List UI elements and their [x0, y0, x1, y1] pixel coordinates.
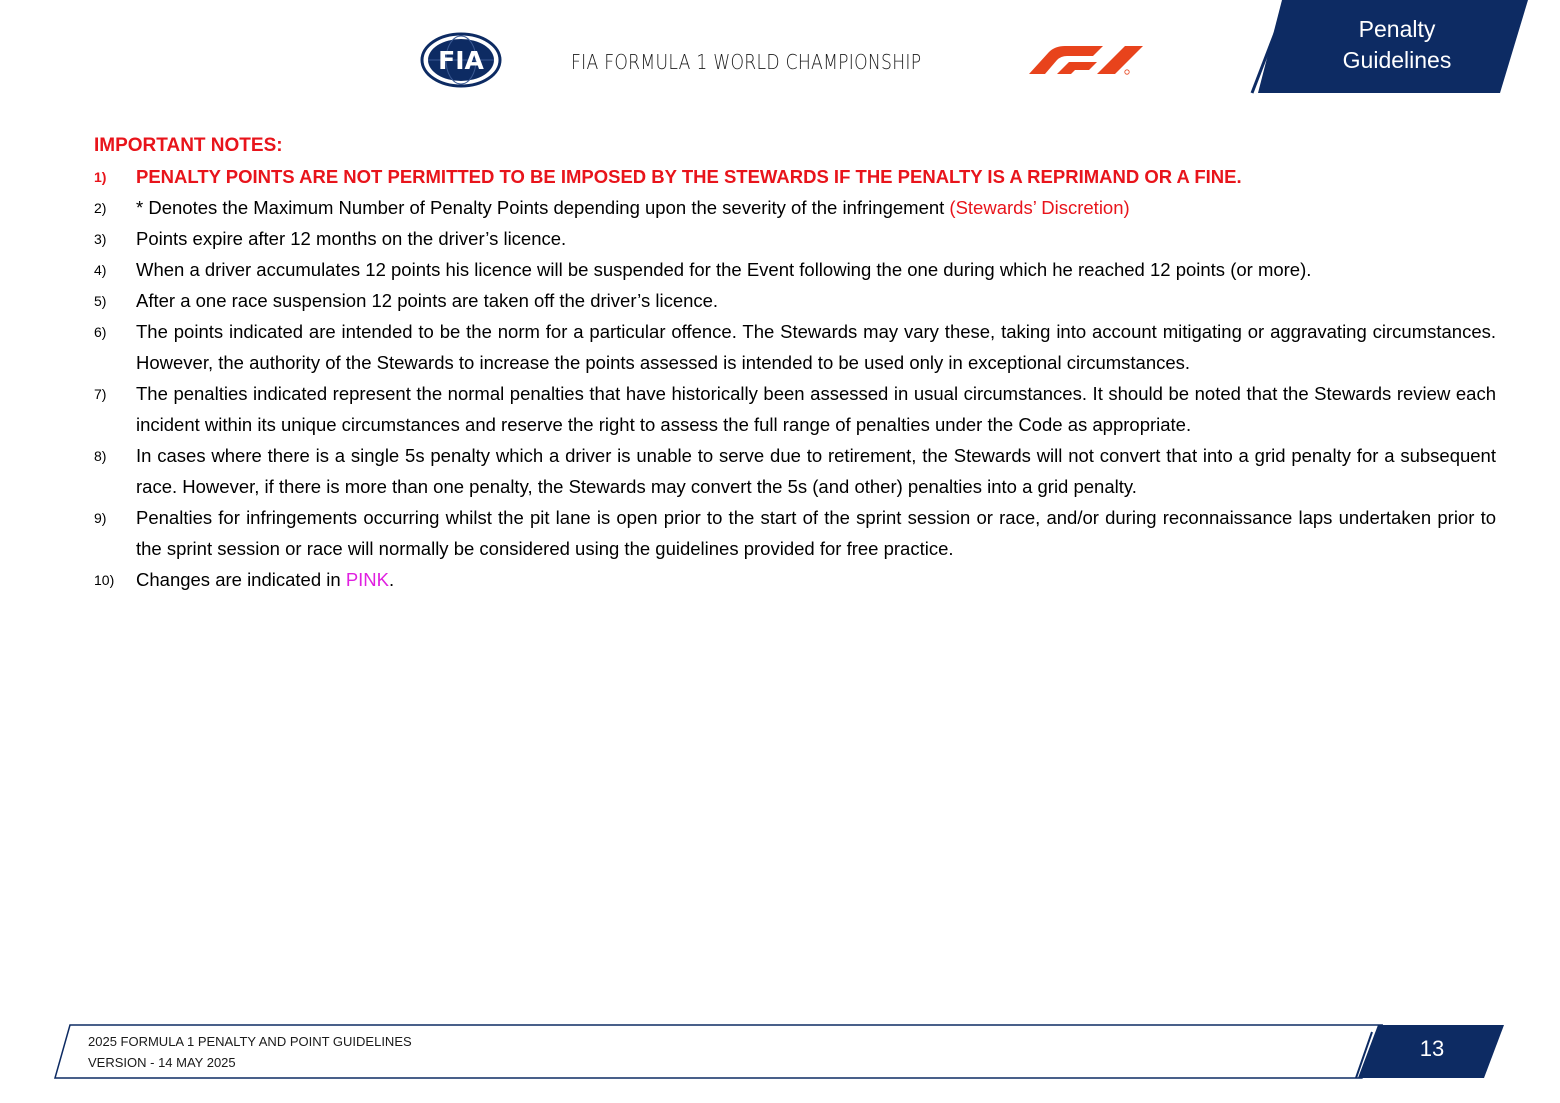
note-number: 8) [94, 448, 107, 464]
notes-list [94, 161, 1496, 595]
note-text: Changes are indicated in [136, 569, 346, 590]
footer-version: VERSION - 14 MAY 2025 [88, 1055, 236, 1070]
note-number: 7) [94, 386, 107, 402]
pink-highlight: PINK [345, 569, 389, 590]
note-text: Points expire after 12 months on the driver’s licence. [136, 228, 567, 249]
note-text: The points indicated are intended to be the norm for a particular offence. The Stewards may vary these, taking into account mitigating or aggravating circumstances. However, the authority of the Stewards to increase the points assessed is intended to be used only in exceptional circumstances. [136, 321, 1496, 373]
note-number: 3) [94, 231, 107, 247]
fia-logo [420, 32, 502, 88]
note-text: Penalties for infringements occurring whilst the pit lane is open prior to the start of the sprint session or race, and/or during reconnaissance laps undertaken prior to the sprint session or race will normally be considered using the guidelines provided for free practice. [136, 507, 1496, 559]
championship-title: FIA FORMULA 1 WORLD CHAMPIONSHIP [571, 50, 922, 74]
note-text: PENALTY POINTS ARE NOT PERMITTED TO BE IMPOSED BY THE STEWARDS IF THE PENALTY IS A REPRIMAND OR A FINE. [136, 166, 1242, 187]
note-text: The penalties indicated represent the normal penalties that have historically been assessed in usual circumstances. It should be noted that the Stewards review each incident within its unique circumstances and reserve the right to assess the full range of penalties under the Code as appropriate. [136, 383, 1496, 435]
note-item-1 [94, 161, 1496, 192]
note-item-3 [94, 223, 1496, 254]
section-tab-label [1292, 14, 1502, 76]
footer-document-title: 2025 FORMULA 1 PENALTY AND POINT GUIDELINES [88, 1034, 412, 1049]
note-number: 5) [94, 293, 107, 309]
note-item-5 [94, 285, 1496, 316]
note-item-6 [94, 316, 1496, 378]
section-tab-line1: Penalty [1358, 16, 1436, 42]
section-tab-line2: Guidelines [1342, 47, 1452, 73]
note-item-7 [94, 378, 1496, 440]
note-item-9 [94, 502, 1496, 564]
note-number: 4) [94, 262, 107, 278]
notes-heading: IMPORTANT NOTES: [94, 135, 283, 156]
note-item-10 [94, 564, 1496, 595]
note-text: In cases where there is a single 5s penalty which a driver is unable to serve due to retirement, the Stewards will not convert that into a grid penalty for a subsequent race. However, if there is more than one penalty, the Stewards may convert the 5s (and other) penalties into a grid penalty. [136, 445, 1496, 497]
note-number: 1) [94, 169, 107, 185]
note-number: 9) [94, 510, 107, 526]
note-text: * Denotes the Maximum Number of Penalty Points depending upon the severity of the infringement [136, 197, 950, 218]
note-item-4 [94, 254, 1496, 285]
note-item-8 [94, 440, 1496, 502]
f1-logo [1027, 44, 1147, 76]
note-number: 6) [94, 324, 107, 340]
fia-logo-text: FIA [438, 46, 484, 75]
note-text: After a one race suspension 12 points are taken off the driver’s licence. [136, 290, 719, 311]
important-notes [94, 131, 1496, 595]
note-number: 2) [94, 200, 107, 216]
page-number: 13 [1419, 1036, 1445, 1061]
footer-document-info [88, 1031, 412, 1073]
note-text: When a driver accumulates 12 points his licence will be suspended for the Event following the one during which he reached 12 points (or more). [136, 259, 1312, 280]
stewards-discretion-highlight: (Stewards’ Discretion) [949, 197, 1130, 218]
note-item-2 [94, 192, 1496, 223]
note-suffix: . [389, 569, 395, 590]
note-number: 10) [94, 572, 115, 588]
